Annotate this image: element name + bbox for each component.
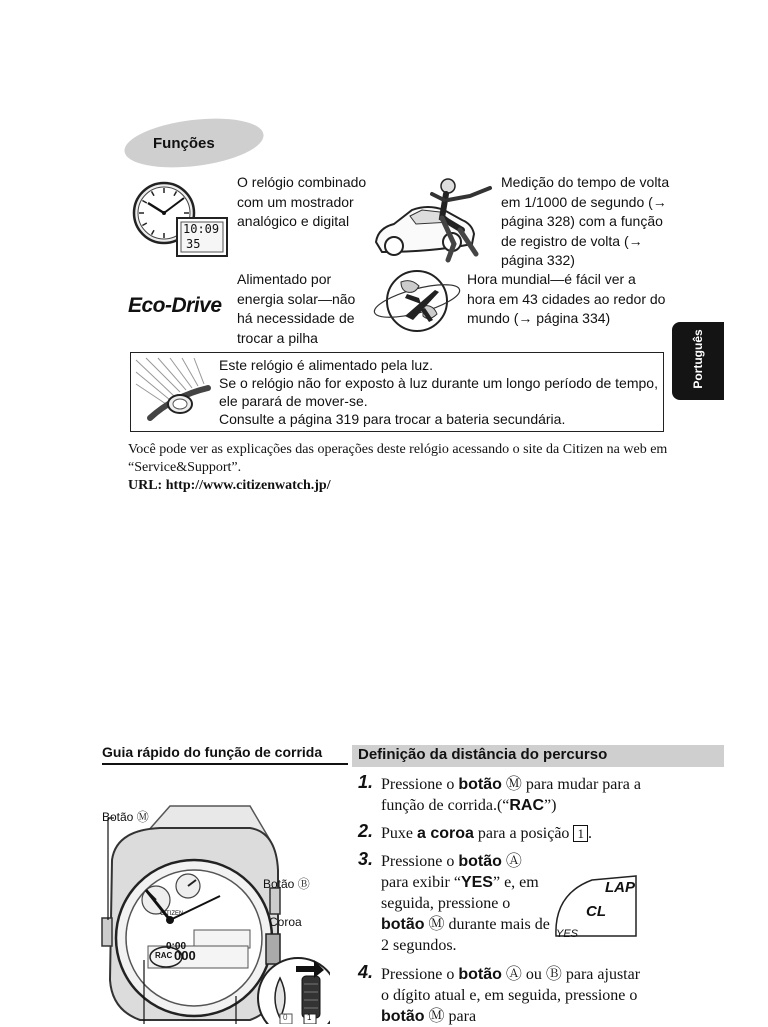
step-text-run: para a posição [473, 825, 574, 842]
world-time-illustration [371, 268, 463, 334]
web-info-text: Você pode ver as explicações das operações deste relógio acessando o site da Citizen na web em “Service&Support”. [128, 442, 668, 475]
feature-solar-power: Alimentado por energia solar—não há necessidade de trocar a pilha [237, 271, 356, 346]
position-box: 1 [573, 825, 588, 842]
lcd-middle-text: CL [586, 903, 606, 920]
button-m-label: Botão Ⓜ [102, 810, 149, 824]
step-text-run: . [587, 825, 592, 842]
step-text-bold: botão [458, 853, 502, 870]
watch-time-display: 0:00 [166, 941, 187, 952]
step-text-bold: YES [460, 874, 493, 891]
sunlight-watch-illustration [134, 356, 216, 428]
web-info-url: URL: http://www.citizenwatch.jp/ [128, 478, 331, 493]
crown-label: Coroa [269, 915, 302, 929]
light-notice-line: Este relógio é alimentado pela luz. [219, 357, 434, 373]
step-text-run: Ⓐ para exibir “ [381, 853, 522, 891]
digital-seconds: 35 [186, 237, 201, 251]
step-text-run: Ⓐ ou Ⓑ para ajustar o dígito atual e, em seguida, pressione o [381, 966, 641, 1004]
crown-position-0: 0 [283, 1013, 288, 1022]
light-notice-line: Se o relógio não for exposto à luz durante um longo período de tempo, ele parará de mover-se. [219, 375, 658, 409]
quick-guide-title: Guia rápido do função de corrida [102, 744, 323, 760]
web-info [128, 441, 668, 495]
lap-time-illustration [372, 172, 498, 264]
step-text-run: Puxe [381, 825, 417, 842]
step-text-bold: RAC [509, 797, 545, 814]
watch-mode-display: RAC [155, 951, 173, 960]
section-title: Funções [153, 135, 215, 152]
button-b-label: Botão Ⓑ [263, 877, 310, 891]
step-text-run: Pressione o [381, 966, 459, 983]
feature-world-time: Hora mundial—é fácil ver a hora em 43 cidades ao redor do mundo (→ página 334) [467, 271, 666, 326]
step-3-text [381, 851, 551, 956]
lcd-bottom-text: YES [556, 928, 579, 940]
step-4-text [381, 964, 651, 1027]
step-text-run: Pressione o [381, 776, 459, 793]
step-2-text [381, 823, 681, 844]
feature-combination-watch: O relógio combinado com um mostrador analógico e digital [237, 174, 367, 229]
step-text-run: Ⓜ para [424, 1008, 477, 1025]
step-text-run: Ⓜ para mudar para a função de corrida.(“ [381, 776, 641, 814]
step-text-bold: botão [381, 916, 425, 933]
eco-drive-logo: Eco-Drive [128, 294, 222, 317]
step-text-bold: botão [381, 1008, 425, 1025]
crown-position-1: 1 [307, 1013, 312, 1022]
step-2-number: 2. [358, 821, 374, 841]
feature-lap-time: Medição do tempo de volta em 1/1000 de segundo (→ página 328) com a função de registro de volta (→ página 332) [501, 174, 670, 268]
watch-brand: CITIZEN [160, 911, 184, 917]
step-text-bold: a coroa [417, 825, 474, 842]
language-tab-label: Português [691, 329, 705, 389]
step-1-number: 1. [358, 772, 374, 792]
light-notice-text [219, 356, 659, 428]
lcd-top-text: LAP [605, 879, 635, 896]
definition-title: Definição da distância do percurso [358, 746, 608, 763]
step-3-number: 3. [358, 849, 374, 869]
step-text-run: Ⓜ durante mais de 2 segundos. [381, 916, 550, 954]
step-text-run: ” e, em seguida, pressione o [381, 874, 539, 912]
step-text-bold: botão [458, 776, 502, 793]
combo-watch-illustration [130, 174, 232, 260]
digital-time: 10:09 [183, 222, 220, 236]
light-notice-line: Consulte a página 319 para trocar a bateria secundária. [219, 411, 566, 427]
step-text-run: Pressione o [381, 853, 459, 870]
watch-diagram [100, 800, 330, 1024]
quick-guide-underline [102, 763, 348, 765]
step-text-bold: botão [458, 966, 502, 983]
watch-main-display: 000 [174, 948, 196, 963]
step-4-number: 4. [358, 962, 374, 982]
step-1-text [381, 774, 661, 816]
step-text-run: ”) [544, 797, 557, 814]
